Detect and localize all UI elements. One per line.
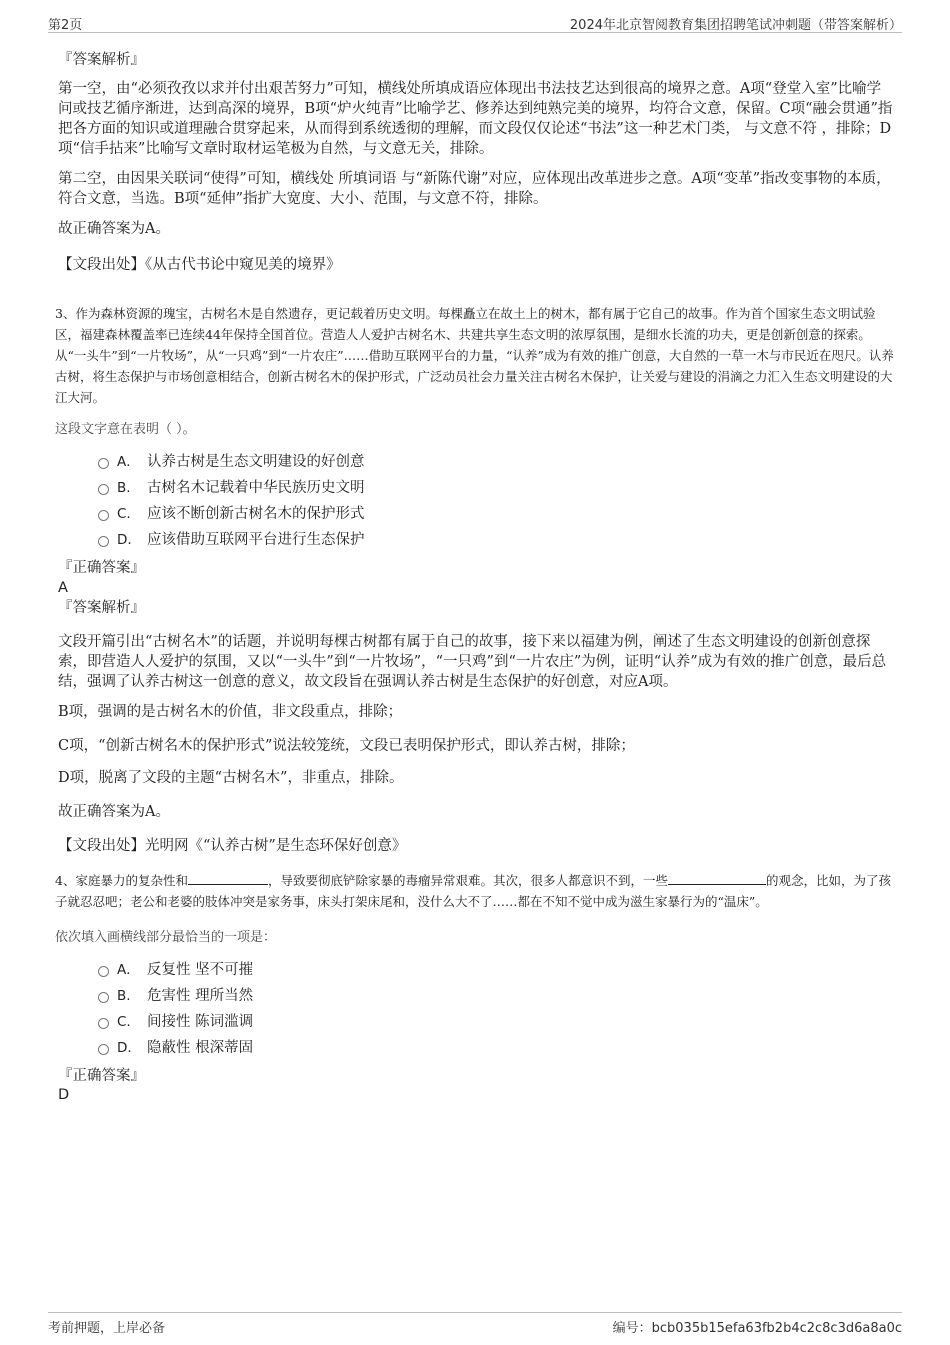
q2-analysis-para1: 第一空，由“必须孜孜以求并付出艰苦努力”可知，横线处所填成语应体现出书法技艺达到很高的境界之意。A项“登堂入室”比喻学问或技艺循序渐进，达到高深的境界，B项“炉火纯青”比喻学艺、修养达到纯熟完美的境界，均符合文意，保留。C项“融会贯通”指把各方面的知识或道理融合贯穿起来，从而得到系统透彻的理解，而文段仅仅论述“书法”这一种艺术门类， 与文意不符 ，排除；D项“信手拈来”比喻写文章时取材运笔极为自然，与文意无关，排除。 — [58, 81, 893, 157]
q4-option-a[interactable]: A． 反复性 坚不可摧 — [98, 960, 253, 980]
q3-analysis-label: 『答案解析』 — [58, 600, 145, 616]
page-number: 第2页 — [48, 18, 83, 33]
fill-blank-1 — [188, 870, 268, 885]
q3-analysis-para3: C项，“创新古树名木的保护形式”说法较笼统，文段已表明保护形式，即认养古树，排除； — [58, 738, 635, 754]
footer-slogan: 考前押题，上岸必备 — [48, 1321, 166, 1336]
q3-conclusion: 故正确答案为A。 — [58, 804, 170, 820]
q4-option-b[interactable]: B. 危害性 理所当然 — [98, 986, 253, 1006]
footer-code: 编号：bcb035b15efa63fb2b4c2c8c3d6a8a0c — [612, 1321, 902, 1336]
q4-answer-label: 『正确答案』 — [58, 1068, 145, 1084]
radio-icon[interactable] — [98, 966, 109, 977]
q4-answer: D — [58, 1087, 70, 1103]
q2-analysis-label: 『答案解析』 — [58, 52, 145, 68]
page-header — [48, 10, 902, 33]
q3-question: 这段文字意在表明（ ）。 — [55, 422, 196, 437]
radio-icon[interactable] — [98, 536, 109, 547]
q3-option-c[interactable]: C. 应该不断创新古树名木的保护形式 — [98, 504, 365, 524]
q3-option-d[interactable]: D. 应该借助互联网平台进行生态保护 — [98, 530, 365, 550]
radio-icon[interactable] — [98, 992, 109, 1003]
document-title: 2024年北京智阅教育集团招聘笔试冲刺题（带答案解析） — [569, 18, 902, 33]
radio-icon[interactable] — [98, 510, 109, 521]
q3-option-a[interactable]: A． 认养古树是生态文明建设的好创意 — [98, 452, 365, 472]
q3-analysis-para4: D项，脱离了文段的主题“古树名木”，非重点，排除。 — [58, 770, 404, 786]
q4-question: 依次填入画横线部分最恰当的一项是： — [55, 930, 277, 945]
q2-source: 【文段出处】《从古代书论中窥见美的境界》 — [58, 257, 341, 273]
fill-blank-2 — [668, 870, 766, 885]
q3-answer: A — [58, 580, 68, 596]
q3-analysis-para2: B项，强调的是古树名木的价值，非文段重点，排除； — [58, 704, 403, 720]
q2-conclusion: 故正确答案为A。 — [58, 221, 170, 237]
radio-icon[interactable] — [98, 458, 109, 469]
q3-source: 【文段出处】光明网《“认养古树”是生态环保好创意》 — [58, 838, 407, 854]
radio-icon[interactable] — [98, 1044, 109, 1055]
q4-option-c[interactable]: C. 间接性 陈词滥调 — [98, 1012, 253, 1032]
q3-stem: 3、作为森林资源的瑰宝，古树名木是自然遗存，更记载着历史文明。每棵矗立在故土上的树木，都有属于它自己的故事。作为首个国家生态文明试验区，福建森林覆盖率已连续44年保持全国首位。营造人人爱护古树名木、共建共享生态文明的浓厚氛围，是细水长流的功夫，更是创新创意的探索。从“一头牛”到“一片牧场”，从“一只鸡”到“一片农庄”……借助互联网平台的力量，“认养”成为有效的推广创意，大自然的一草一木与市民近在咫尺。认养古树，将生态保护与市场创意相结合，创新古树名木的保护形式，广泛动员社会力量关注古树名木保护，让关爱与建设的涓滴之力汇入生态文明建设的大江大河。 — [55, 306, 894, 405]
q3-answer-label: 『正确答案』 — [58, 560, 145, 576]
q3-analysis-para1: 文段开篇引出“古树名木”的话题，并说明每棵古树都有属于自己的故事，接下来以福建为例，阐述了生态文明建设的创新创意探索，即营造人人爱护的氛围，又以“一头牛”到“一片牧场”，“一只鸡”到“一片农庄”为例，证明“认养”成为有效的推广创意，最后总结，强调了认养古树这一创意的意义，故文段旨在强调认养古树是生态保护的好创意，对应A项。 — [58, 634, 887, 690]
q3-option-b[interactable]: B. 古树名木记载着中华民族历史文明 — [98, 478, 365, 498]
q4-option-d[interactable]: D. 隐蔽性 根深蒂固 — [98, 1038, 253, 1058]
q4-stem: 4、家庭暴力的复杂性和 ，导致要彻底铲除家暴的毒瘤异常艰难。其次，很多人都意识不到，一些 的观念，比如，为了孩子就忍忍吧；老公和老婆的肢体冲突是家务事，床头打架床尾和，没什么大不了……都在不知不觉中成为滋生家暴行为的“温床”。 — [55, 870, 895, 912]
q2-analysis-para2: 第二空，由因果关联词“使得”可知，横线处 所填词语 与“新陈代谢”对应，应体现出改革进步之意。A项“变革”指改变事物的本质，符合文意，当选。B项“延伸”指扩大宽度、大小、范围，与文意不符，排除。 — [58, 171, 891, 207]
radio-icon[interactable] — [98, 484, 109, 495]
page-footer — [48, 1312, 902, 1337]
radio-icon[interactable] — [98, 1018, 109, 1029]
